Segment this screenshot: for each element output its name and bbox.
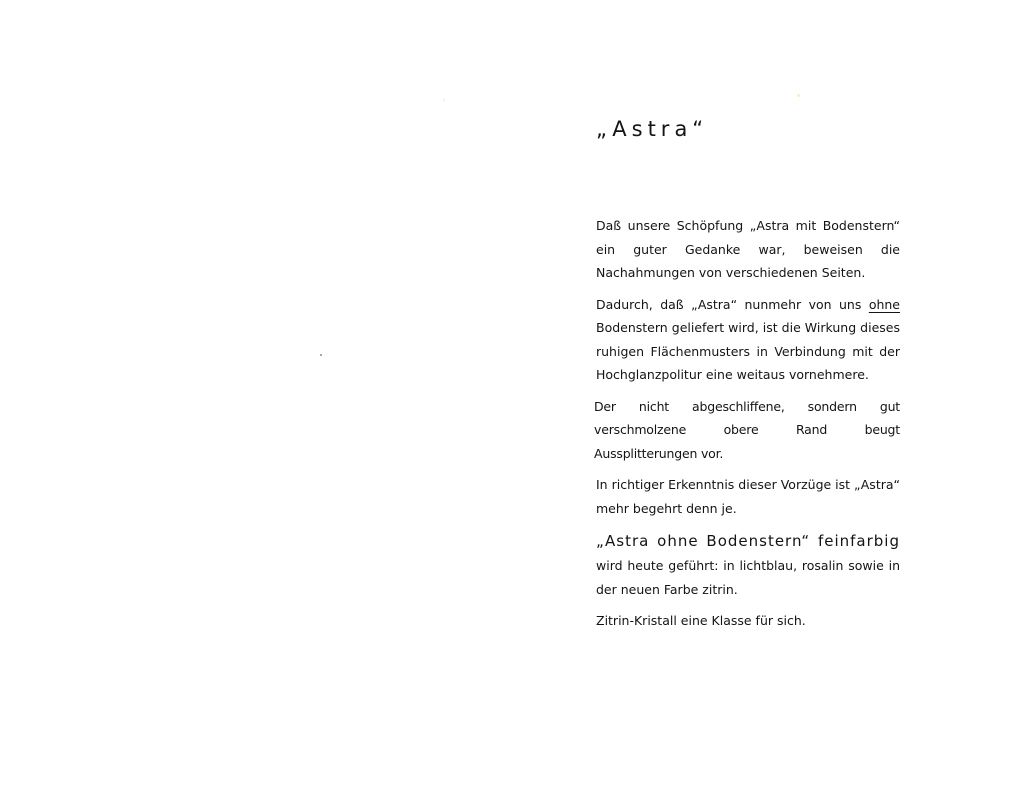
document-body: [596, 214, 900, 641]
paragraph: Daß unsere Schöpfung „Astra mit Bodenstern“ ein guter Gedanke war, beweisen die Nachahmungen von verschiedenen Seiten.: [596, 218, 900, 280]
paragraph: Der nicht abgeschliffene, sondern gut verschmolzene obere Rand beugt Aussplitterungen vor.: [594, 398, 900, 461]
paragraph-text: Bodenstern geliefert wird, ist die Wirkung dieses ruhigen Flächenmusters in Verbindung mit der Hochglanzpolitur eine weitaus vornehmere.: [596, 320, 900, 382]
paragraph: In richtiger Erkenntnis dieser Vorzüge ist „Astra“ mehr begehrt denn je.: [596, 477, 900, 516]
paragraph: [596, 528, 900, 601]
paragraph-text: wird heute geführt: in lichtblau, rosalin sowie in der neuen Farbe zitrin.: [596, 558, 900, 597]
underlined-word: ohne: [868, 296, 900, 312]
document-title: „Astra“: [596, 117, 709, 141]
paragraph-text: Dadurch, daß „Astra“ nunmehr von uns: [596, 296, 869, 312]
paragraph: [596, 293, 900, 387]
scan-speck: [320, 354, 322, 356]
paragraph: Zitrin-Kristall eine Klasse für sich.: [596, 613, 806, 628]
scan-speck: [797, 94, 800, 97]
paragraph-lead: „Astra ohne Bodenstern“ feinfarbig: [596, 532, 900, 550]
scan-speck: [443, 98, 445, 102]
